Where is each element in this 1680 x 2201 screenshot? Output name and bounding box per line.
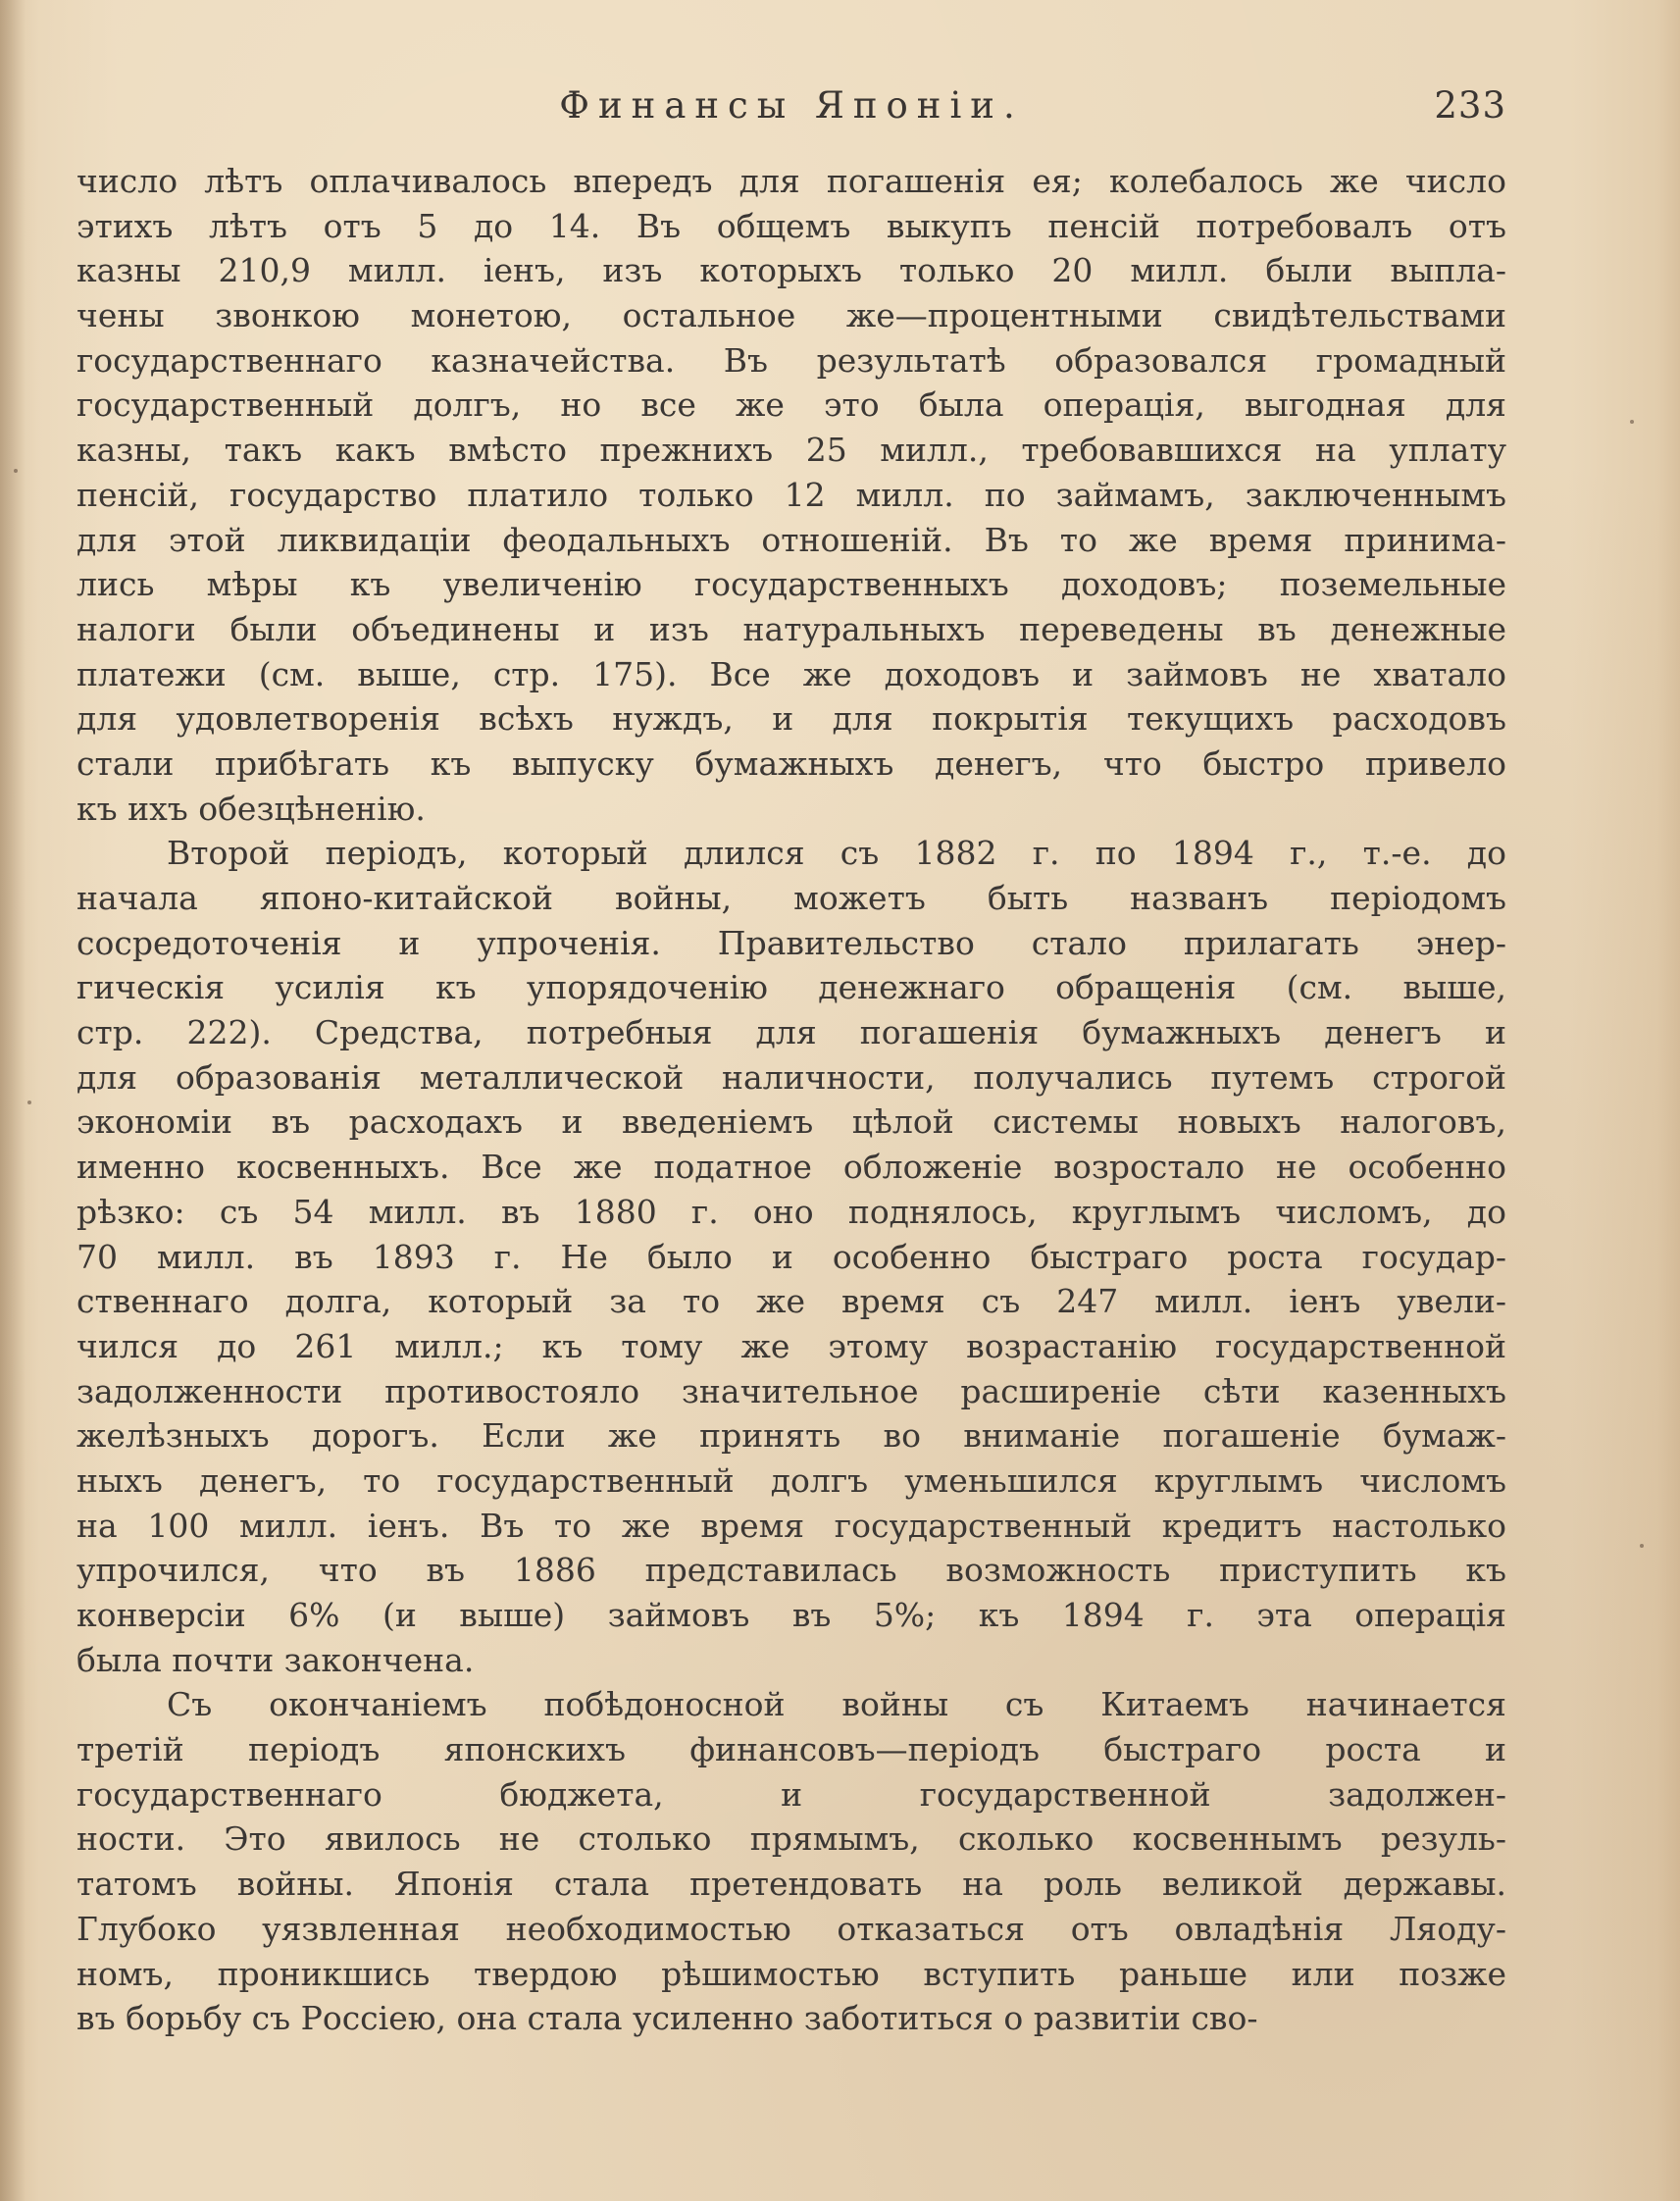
text-line: пенсій, государство платило только 12 милл. по займамъ, заключеннымъ [76, 475, 1506, 514]
page-header [76, 84, 1506, 133]
text-line: для удовлетворенія всѣхъ нуждъ, и для покрытія текущихъ расходовъ [76, 699, 1506, 739]
paragraph [76, 1682, 1506, 2041]
text-line: къ ихъ обезцѣненію. [76, 789, 426, 828]
text-line: казны 210,9 милл. іенъ, изъ которыхъ только 20 милл. были выпла- [76, 251, 1506, 290]
text-line: именно косвенныхъ. Все же податное обложеніе возростало не особенно [76, 1148, 1506, 1187]
text-line: ныхъ денегъ, то государственный долгъ уменьшился круглымъ числомъ [76, 1460, 1506, 1500]
text-line: третій періодъ японскихъ финансовъ—періодъ быстраго роста и [76, 1730, 1506, 1769]
text-line: желѣзныхъ дорогъ. Если же принять во вниманіе погашеніе бумаж- [76, 1416, 1506, 1456]
text-line: платежи (см. выше, стр. 175). Все же доходовъ и займовъ не хватало [76, 654, 1506, 693]
paragraph [76, 831, 1506, 1682]
text-line: начала японо-китайской войны, можетъ быть названъ періодомъ [76, 879, 1506, 917]
text-line: конверсіи 6% (и выше) займовъ въ 5%; къ 1894 г. эта операція [76, 1596, 1506, 1634]
paper-speck [1640, 1544, 1644, 1548]
text-line: въ борьбу съ Россіею, она стала усиленно заботиться о развитіи сво- [76, 1999, 1258, 2038]
text-line: стр. 222). Средства, потребныя для погашенія бумажныхъ денегъ и [76, 1013, 1506, 1052]
text-line: была почти закончена. [76, 1640, 475, 1679]
text-line: государственнаго казначейства. Въ результатѣ образовался громадный [76, 340, 1506, 380]
text-line: чился до 261 милл.; къ тому же этому возрастанію государственной [76, 1326, 1506, 1365]
text-line: Глубоко уязвленная необходимостью отказаться отъ овладѣнія Ляоду- [76, 1909, 1506, 1948]
text-line: татомъ войны. Японія стала претендовать на роль великой державы. [76, 1865, 1506, 1904]
paper-speck [27, 1100, 31, 1104]
text-line: задолженности противостояло значительное расширеніе сѣти казенныхъ [76, 1371, 1506, 1410]
text-line: рѣзко: съ 54 милл. въ 1880 г. оно поднялось, круглымъ числомъ, до [76, 1192, 1506, 1231]
text-line: этихъ лѣтъ отъ 5 до 14. Въ общемъ выкупъ пенсій потребовалъ отъ [76, 206, 1506, 245]
spine-shadow [0, 0, 25, 2201]
text-line: число лѣтъ оплачивалось впередъ для погашенія ея; колебалось же число [76, 162, 1506, 200]
text-line: Второй періодъ, который длился съ 1882 г. по 1894 г., т.-е. до [167, 834, 1506, 873]
text-line: гическія усилія къ упорядоченію денежнаго обращенія (см. выше, [76, 968, 1506, 1007]
text-line: 70 милл. въ 1893 г. Не было и особенно быстраго роста государ- [76, 1237, 1506, 1276]
body-text [76, 159, 1506, 2041]
text-line: стали прибѣгать къ выпуску бумажныхъ денегъ, что быстро привело [76, 743, 1506, 783]
text-line: государственный долгъ, но все же это была операція, выгодная для [76, 385, 1506, 425]
text-line: сосредоточенія и упроченія. Правительство стало прилагать энер- [76, 923, 1506, 962]
text-line: государственнаго бюджета, и государственной задолжен- [76, 1774, 1506, 1814]
paper-speck [1630, 420, 1634, 424]
text-line: ственнаго долга, который за то же время съ 247 милл. іенъ увели- [76, 1282, 1506, 1321]
running-title: Финансы Японіи. [559, 84, 1024, 127]
text-line: номъ, проникшись твердою рѣшимостью вступить раньше или позже [76, 1954, 1506, 1993]
page-number: 233 [1434, 84, 1506, 127]
text-line: на 100 милл. іенъ. Въ то же время государственный кредитъ настолько [76, 1506, 1506, 1545]
text-line: казны, такъ какъ вмѣсто прежнихъ 25 милл., требовавшихся на уплату [76, 431, 1506, 470]
text-line: ности. Это явилось не столько прямымъ, сколько косвеннымъ резуль- [76, 1819, 1506, 1859]
text-line: лись мѣры къ увеличенію государственныхъ доходовъ; поземельные [76, 565, 1506, 604]
text-line: упрочился, что въ 1886 представилась возможность приступить къ [76, 1551, 1506, 1590]
text-line: экономіи въ расходахъ и введеніемъ цѣлой системы новыхъ налоговъ, [76, 1102, 1506, 1142]
text-line: чены звонкою монетою, остальное же—процентными свидѣтельствами [76, 296, 1506, 335]
text-line: для образованія металлической наличности, получались путемъ строгой [76, 1057, 1506, 1097]
text-line: Съ окончаніемъ побѣдоносной войны съ Китаемъ начинается [167, 1685, 1506, 1724]
text-line: налоги были объединены и изъ натуральныхъ переведены въ денежные [76, 609, 1506, 648]
text-line: для этой ликвидаціи феодальныхъ отношеній. Въ то же время принима- [76, 520, 1506, 559]
paper-speck [14, 469, 18, 473]
paragraph [76, 159, 1506, 831]
